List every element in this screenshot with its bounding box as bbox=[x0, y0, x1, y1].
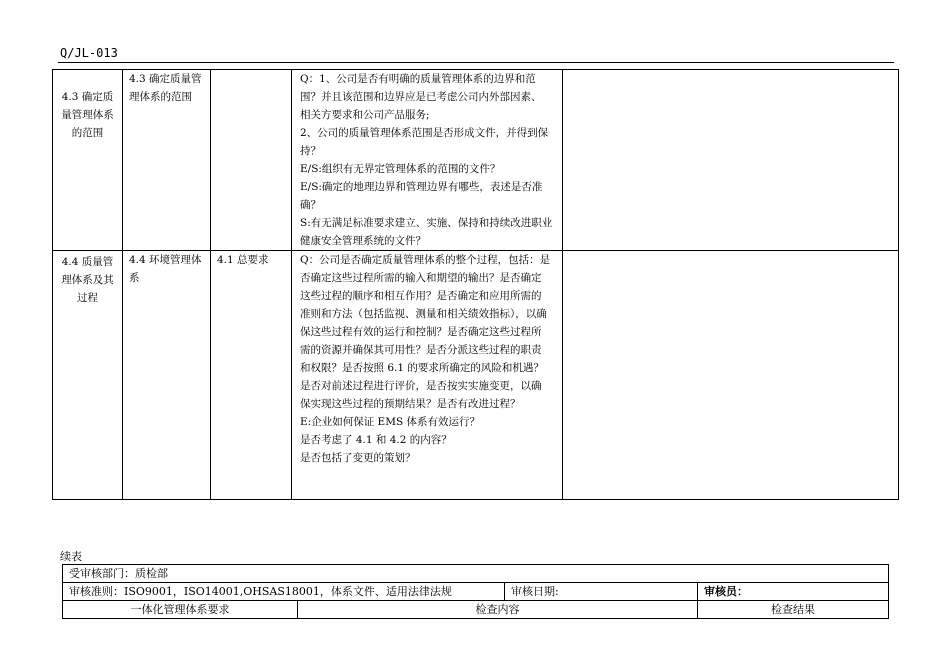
content-line: 相关方要求和公司产品服务; bbox=[300, 109, 430, 121]
continued-label: 续表 bbox=[60, 550, 82, 563]
col-header-result: 检查结果 bbox=[698, 601, 889, 619]
content-line: E:企业如何保证 EMS 体系有效运行？ bbox=[300, 416, 480, 428]
content-line: 准则和方法（包括监视、测量和相关绩效指标），以确 bbox=[300, 308, 547, 320]
content-line: 和权限？是否按照 6.1 的要求所确定的风险和机遇？ bbox=[300, 362, 544, 374]
content-line: 保实现这些过程的预期结果？是否有改进过程？ bbox=[300, 398, 521, 410]
content-line: 是否考虑了 4.1 和 4.2 的内容？ bbox=[300, 434, 452, 446]
audited-department: 受审核部门：质检部 bbox=[63, 565, 889, 583]
content-line: 确？ bbox=[300, 199, 321, 211]
content-line: S:有无满足标准要求建立、实施、保持和持续改进职业 bbox=[300, 217, 553, 229]
content-line: 需的资源并确保其可用性？是否分派这些过程的职责 bbox=[300, 344, 542, 356]
content-line: 否确定这些过程所需的输入和期望的输出？是否确定 bbox=[300, 272, 542, 284]
check-content-cell bbox=[292, 251, 563, 500]
content-line: 健康安全管理系统的文件？ bbox=[300, 235, 426, 247]
item-cell bbox=[211, 70, 292, 251]
content-line: 是否包括了变更的策划？ bbox=[300, 452, 416, 464]
content-line: E/S:组织有无界定管理体系的范围的文件？ bbox=[300, 163, 501, 175]
audit-date: 审核日期: bbox=[505, 583, 698, 601]
content-line: 持？ bbox=[300, 145, 321, 157]
content-line: 围？并且该范围和边界应是已考虑公司内外部因素、 bbox=[300, 91, 542, 103]
audit-criteria: 审核准则：ISO9001，ISO14001,OHSAS18001，体系文件、适用法律法规 bbox=[63, 583, 505, 601]
content-line: 这些过程的顺序和相互作用？是否确定和应用所需的 bbox=[300, 290, 542, 302]
table-row bbox=[63, 601, 889, 619]
audit-info-table bbox=[62, 564, 889, 619]
content-line: 是否对前述过程进行评价，是否按实实施变更，以确 bbox=[300, 380, 542, 392]
content-line: Q：公司是否确定质量管理体系的整个过程，包括：是 bbox=[300, 254, 551, 266]
table-row bbox=[53, 70, 899, 251]
content-line: E/S:确定的地理边界和管理边界有哪些，表述是否准 bbox=[300, 181, 543, 193]
audit-checklist-table bbox=[52, 69, 899, 500]
result-cell bbox=[563, 251, 899, 500]
content-line: Q：1、公司是否有明确的质量管理体系的边界和范 bbox=[300, 73, 536, 85]
item-cell: 4.1 总要求 bbox=[211, 251, 292, 500]
col-header-requirements: 一体化管理体系要求 bbox=[63, 601, 298, 619]
clause-cell: 4.3 确定质量管理体系的范围 bbox=[53, 70, 123, 251]
header-rule bbox=[58, 62, 894, 63]
check-content-cell bbox=[292, 70, 563, 251]
clause-cell: 4.4 质量管理体系及其过程 bbox=[53, 251, 123, 500]
content-line: 保这些过程有效的运行和控制？是否确定这些过程所 bbox=[300, 326, 542, 338]
table-row bbox=[63, 583, 889, 601]
table-row bbox=[53, 251, 899, 500]
col-header-content: 检查内容 bbox=[298, 601, 698, 619]
sub-clause-cell: 4.3 确定质量管理体系的范围 bbox=[123, 70, 211, 251]
result-cell bbox=[563, 70, 899, 251]
content-line: 2、公司的质量管理体系范围是否形成文件，并得到保 bbox=[300, 127, 549, 139]
sub-clause-cell: 4.4 环境管理体系 bbox=[123, 251, 211, 500]
table-row bbox=[63, 565, 889, 583]
document-code: Q/JL-013 bbox=[60, 46, 118, 60]
auditor: 审核员： bbox=[698, 583, 889, 601]
